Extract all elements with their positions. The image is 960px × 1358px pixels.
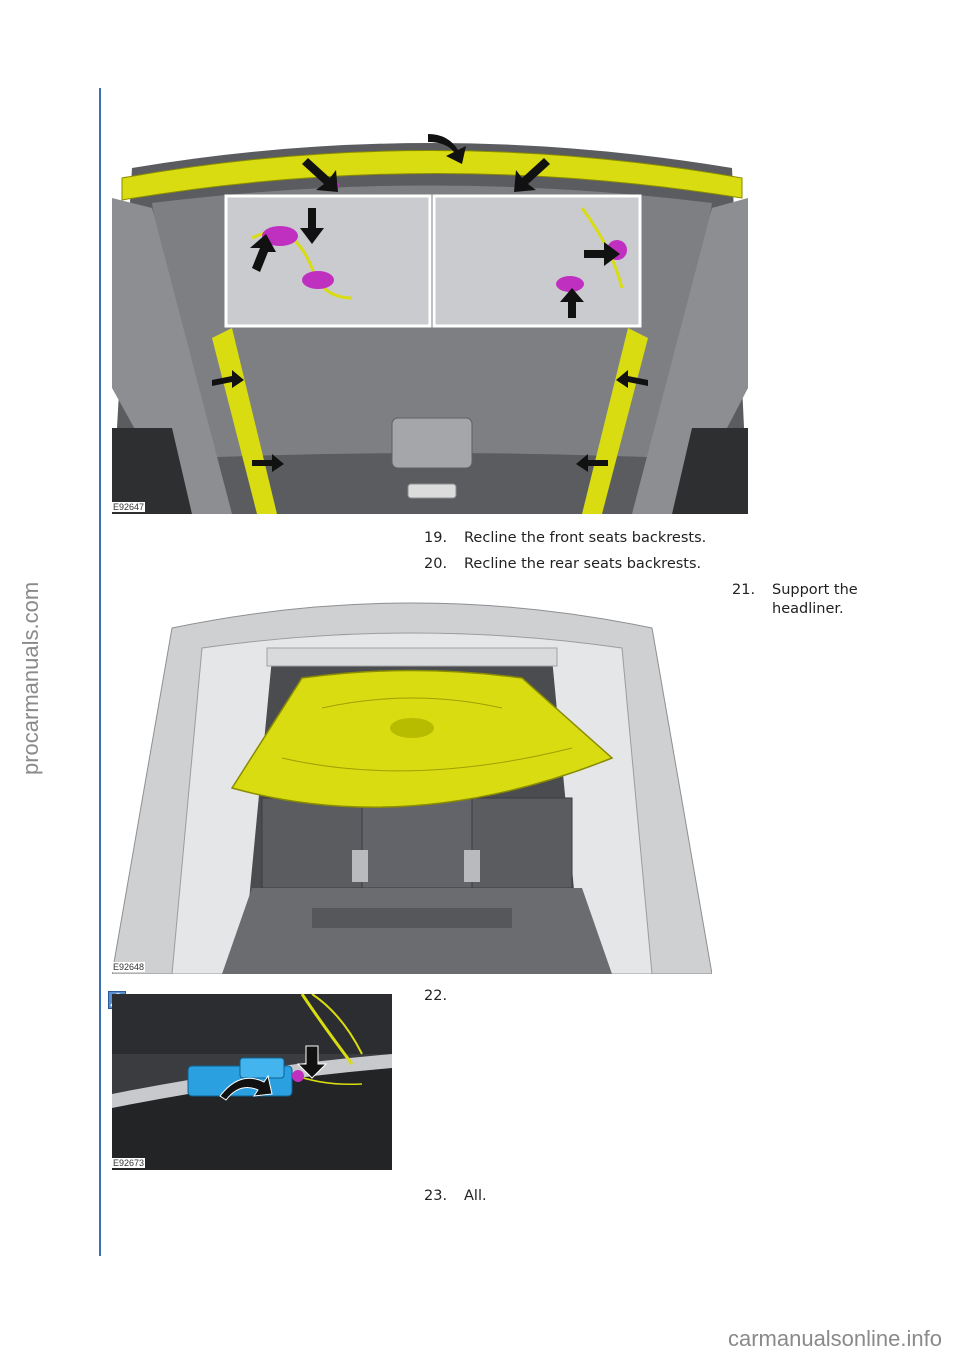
- step-number: 22.: [424, 988, 448, 1004]
- step-22: [424, 988, 484, 1008]
- step-text: Recline the rear seats backrests.: [464, 556, 702, 572]
- side-watermark: [18, 581, 48, 995]
- step-23: [424, 1188, 624, 1208]
- figure-headliner-clips: [112, 128, 748, 514]
- step-number: 21.: [732, 582, 756, 598]
- figure-label: E92648: [113, 962, 145, 972]
- figure-component-detail-illustration: [112, 994, 392, 1170]
- step-number: 19.: [424, 530, 448, 546]
- figure-component-detail: [112, 994, 392, 1170]
- side-watermark-text: procarmanuals.com: [18, 581, 43, 775]
- footer-watermark: carmanualsonline.info: [727, 1326, 942, 1351]
- figure-label: E92647: [113, 502, 145, 512]
- step-21: [732, 582, 892, 622]
- step-20: [424, 556, 764, 576]
- step-text: All.: [464, 1188, 487, 1204]
- figure-label: E92673: [113, 1158, 145, 1168]
- step-text-line1: Support the: [772, 582, 858, 598]
- figure-headliner-removal-illustration: [112, 588, 712, 974]
- figure-headliner-clips-illustration: [112, 128, 748, 514]
- figure-headliner-removal: [112, 588, 712, 974]
- step-number: 20.: [424, 556, 448, 572]
- step-number: 23.: [424, 1188, 448, 1204]
- step-text: Recline the front seats backrests.: [464, 530, 707, 546]
- margin-rule: [99, 88, 101, 1256]
- step-19: [424, 530, 764, 550]
- step-text-line2: headliner.: [772, 601, 844, 617]
